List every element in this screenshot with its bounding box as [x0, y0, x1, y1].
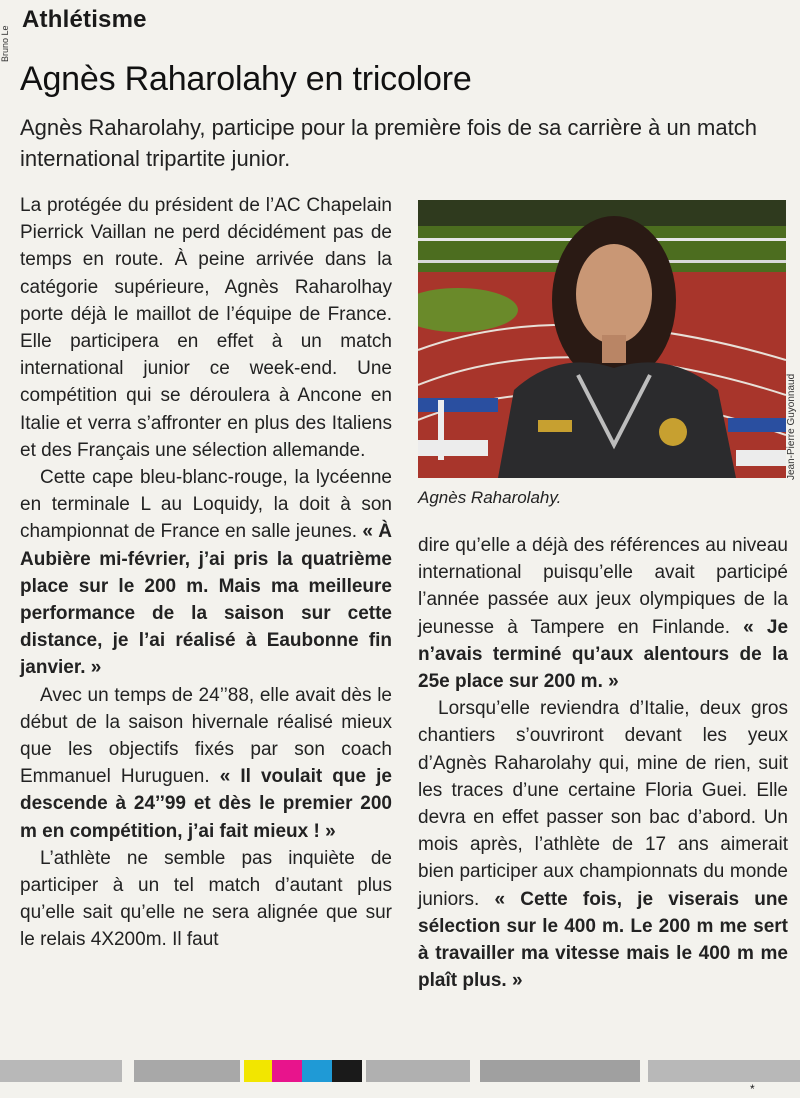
gray-block	[134, 1060, 240, 1082]
magenta-swatch	[272, 1060, 302, 1082]
paragraph-future	[418, 695, 788, 994]
quote: « À Aubière mi-février, j’ai pris la quatrième place sur le 200 m. Mais ma meilleure performance de la saison sur cette distance, je l’ai réalisé à Eaubonne fin janvier. »	[20, 521, 392, 679]
quote: « Cette fois, je viserais une sélection sur le 400 m. Le 200 m me sert à travailler ma vitesse mais le 400 m me plaît plus. »	[418, 888, 788, 992]
athlete-photo	[418, 200, 786, 478]
athlete-photo-illustration	[418, 200, 786, 478]
gray-block	[480, 1060, 640, 1082]
black-swatch	[332, 1060, 362, 1082]
gray-block	[0, 1060, 122, 1082]
photographer-credit-top: Bruno Le	[0, 25, 10, 62]
article-headline: Agnès Raharolahy en tricolore	[20, 60, 472, 98]
footer-asterisk: *	[750, 1082, 755, 1096]
article-column-right	[418, 532, 788, 994]
paragraph-text: Cette cape bleu-blanc-rouge, la lycéenne en terminale L au Loquidy, la doit à son championnat de France en salle jeunes.	[20, 467, 392, 543]
paragraph-references	[418, 532, 788, 695]
article-lead: Agnès Raharolahy, participe pour la première fois de sa carrière à un match international tripartite junior.	[20, 115, 757, 171]
paragraph-intro: La protégée du président de l’AC Chapelain Pierrick Vaillan ne perd décidément pas de temps en route. À peine arrivée dans la catégorie supérieure, Agnès Raharolhay porte déjà le maillot de l’équipe de France. Elle participera en effet à un match international junior ce week-end. Une compétition qui se déroulera à Ancone en Italie et verra s’affronter en plus des Italiens et des Français une sélection allemande.	[20, 195, 392, 461]
photo-credit: Jean-Pierre Guyonnaud	[786, 373, 797, 480]
quote: « Il voulait que je descende à 24’’99 et dès le premier 200 m en compétition, j’ai fait mieux ! »	[20, 766, 392, 842]
paragraph-text: Lorsqu’elle reviendra d’Italie, deux gros chantiers s’ouvriront devant les yeux d’Agnès Raharolahy qui, mine de rien, suit les traces d’une certaine Floria Guei. Elle devra en effet passer son bac d’abord. Un mois après, l’athlète de 17 ans aimerait bien participer aux championnats du monde juniors.	[418, 698, 788, 910]
paragraph-cape	[20, 464, 392, 682]
article-column-left	[20, 192, 392, 954]
paragraph-time	[20, 682, 392, 845]
cyan-swatch	[302, 1060, 332, 1082]
paragraph-text: dire qu’elle a déjà des références au niveau international puisqu’elle avait participé l’année passée aux jeux olympiques de la jeunesse à Tampere en Finlande.	[418, 535, 788, 638]
photo-caption: Agnès Raharolahy.	[418, 488, 562, 507]
print-color-bar	[0, 1060, 800, 1082]
paragraph-text: Avec un temps de 24’’88, elle avait dès le début de la saison hivernale réalisé mieux que les objectifs fixés par son coach Emmanuel Huruguen.	[20, 684, 392, 788]
quote: « Je n’avais terminé qu’aux alentours de la 25e place sur 200 m. »	[418, 616, 789, 693]
gray-block	[366, 1060, 470, 1082]
paragraph-relay: L’athlète ne semble pas inquiète de participer à un tel match d’autant plus qu’elle sait qu’elle ne sera alignée que sur le relais 4X200m. Il faut	[20, 847, 392, 951]
section-rubric: Athlétisme	[22, 6, 147, 33]
yellow-swatch	[244, 1060, 272, 1082]
gray-block	[648, 1060, 800, 1082]
